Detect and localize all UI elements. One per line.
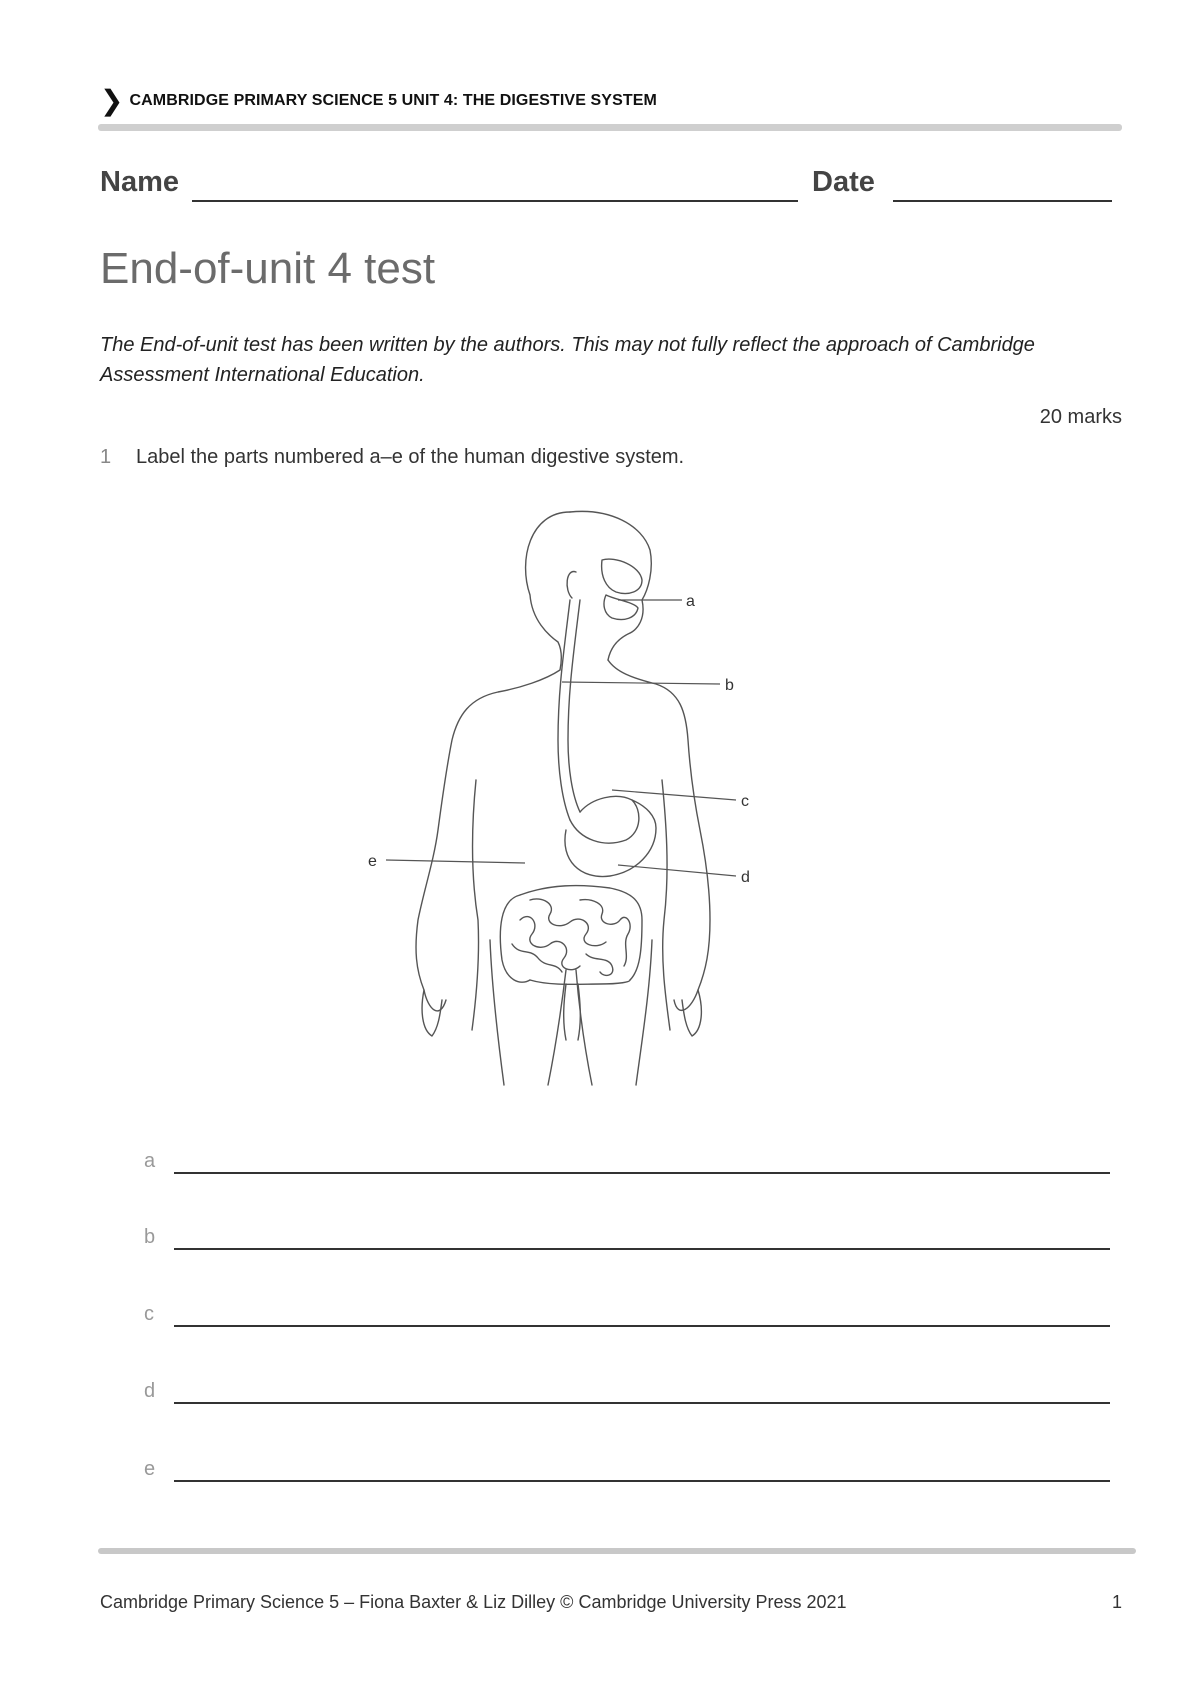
question-1 — [100, 446, 684, 469]
diagram-label-c: c — [741, 793, 749, 810]
stomach — [570, 796, 639, 843]
head-outline — [526, 512, 570, 670]
answer-row-a — [140, 1140, 1110, 1180]
diagram-label-a: a — [686, 593, 695, 610]
total-marks: 20 marks — [1039, 406, 1122, 428]
header-divider — [98, 124, 1122, 131]
answer-row-d — [140, 1370, 1110, 1410]
diagram-label-e: e — [368, 853, 377, 870]
date-label: Date — [812, 166, 875, 198]
diagram-label-b: b — [725, 677, 734, 694]
date-field[interactable] — [893, 200, 1112, 202]
answer-line-d[interactable] — [174, 1402, 1110, 1404]
name-label: Name — [100, 166, 179, 198]
answer-letter: a — [144, 1150, 156, 1172]
answer-letter: e — [144, 1458, 156, 1480]
question-text: Label the parts numbered a–e of the human digestive system. — [136, 446, 685, 468]
answer-line-e[interactable] — [174, 1480, 1110, 1482]
answer-row-e — [140, 1448, 1110, 1488]
body-outline — [416, 670, 560, 1011]
intro-note: The End-of-unit test has been written by the authors. This may not fully reflect the approach of Cambridge Assessment International Education. — [100, 334, 1035, 386]
answer-row-b — [140, 1216, 1110, 1256]
large-intestine — [500, 895, 530, 982]
page-number: 1 — [1111, 1592, 1122, 1612]
answer-line-a[interactable] — [174, 1172, 1110, 1174]
small-intestine — [512, 899, 630, 975]
answer-letter: b — [144, 1226, 156, 1248]
chevron-right-icon: ❯ — [100, 85, 124, 116]
answer-letter: d — [144, 1380, 156, 1402]
answer-line-c[interactable] — [174, 1325, 1110, 1327]
footer-copyright: Cambridge Primary Science 5 – Fiona Baxter & Liz Dilley © Cambridge University Press 2021 — [100, 1592, 847, 1612]
footer-divider — [98, 1548, 1136, 1554]
answer-line-b[interactable] — [174, 1248, 1110, 1250]
diagram-label-d: d — [741, 869, 750, 886]
answer-letter: c — [144, 1303, 154, 1325]
digestive-system-diagram — [368, 500, 840, 1085]
running-header — [100, 86, 1120, 116]
answer-row-c — [140, 1293, 1110, 1333]
question-number: 1 — [100, 446, 112, 468]
header-text: CAMBRIDGE PRIMARY SCIENCE 5 UNIT 4: THE DIGESTIVE SYSTEM — [129, 92, 657, 109]
page-title: End-of-unit 4 test — [100, 244, 436, 293]
name-date-row — [100, 164, 1112, 208]
name-field[interactable] — [192, 200, 798, 202]
